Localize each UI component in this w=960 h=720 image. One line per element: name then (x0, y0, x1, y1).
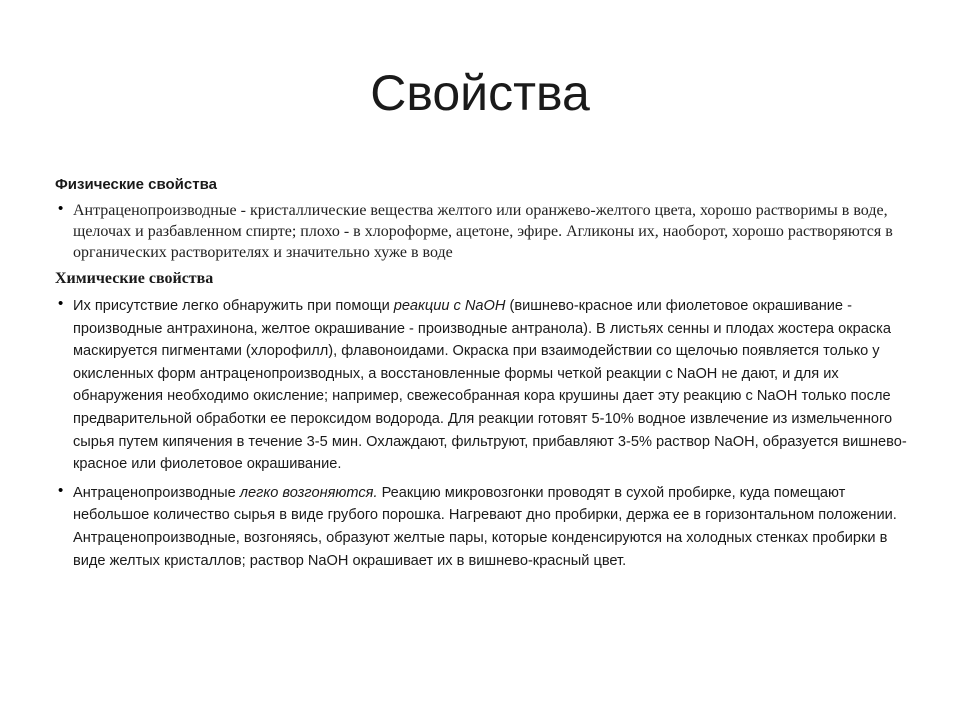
bullet-dot: • (58, 481, 64, 499)
chemical-properties-bullet-2 (55, 482, 915, 572)
physical-properties-text: Антраценопроизводные - кристаллические вещества желтого или оранжево-желтого цвета, хорошо растворимы в воде, щелочах и разбавленном спирте; плохо - в хлороформе, ацетоне, эфире. Агликоны их, наоборот, хорошо растворяются в органических растворителях и значительно хуже в воде (73, 202, 893, 261)
emphasis-text: легко возгоняются. (239, 484, 378, 501)
chemical-properties-text-2 (73, 482, 915, 572)
chemical-properties-bullet-1 (55, 295, 915, 476)
text-segment: Антраценопроизводные (73, 484, 240, 501)
physical-properties-bullet (55, 200, 915, 263)
physical-properties-heading: Физические свойства (55, 176, 217, 193)
text-segment: (вишнево-красное или фиолетовое окрашивание - производные антрахинона, желтое окрашивание - производные антранола). В листьях сенны и плодах жостера окраска маскируется пигментами (хлорофилл), флавоноидами. Окраска при взаимодействии со щелочью появляется только у окисленных форм антраценопроизводных, а восстановленные формы четкой реакции с NaOH не дают, и для их обнаружения необходимо окисление; например, свежесобранная кора крушины дает эту реакцию с NaOH только после предварительной обработки ее пероксидом водорода. Для реакции готовят 5-10% водное извлечение из измельченного сырья путем кипячения в течение 3-5 мин. Охлаждают, фильтруют, прибавляют 3-5% раствор NaOH, образуется вишнево-красное или фиолетовое окрашивание. (73, 298, 907, 473)
emphasis-text: реакции с NaOH (393, 298, 506, 314)
bullet-dot: • (58, 295, 64, 312)
text-segment: Их присутствие легко обнаружить при помощи (73, 298, 394, 314)
slide-content (55, 175, 915, 578)
bullet-dot: • (58, 200, 64, 217)
text-segment: Реакцию микровозгонки проводят в сухой пробирке, куда помещают небольшое количество сырья в виде грубого порошка. Нагревают дно пробирки, держа ее в горизонтальном положении. Антраценопроизводные, возгоняясь, образуют желтые пары, которые конденсируются на холодных стенках пробирки в виде желтых кристаллов; раствор NaOH окрашивает их в вишнево-красный цвет. (73, 484, 897, 569)
slide-title: Свойства (370, 65, 590, 121)
chemical-properties-text-1 (73, 295, 915, 476)
chemical-properties-heading: Химические свойства (55, 270, 214, 287)
